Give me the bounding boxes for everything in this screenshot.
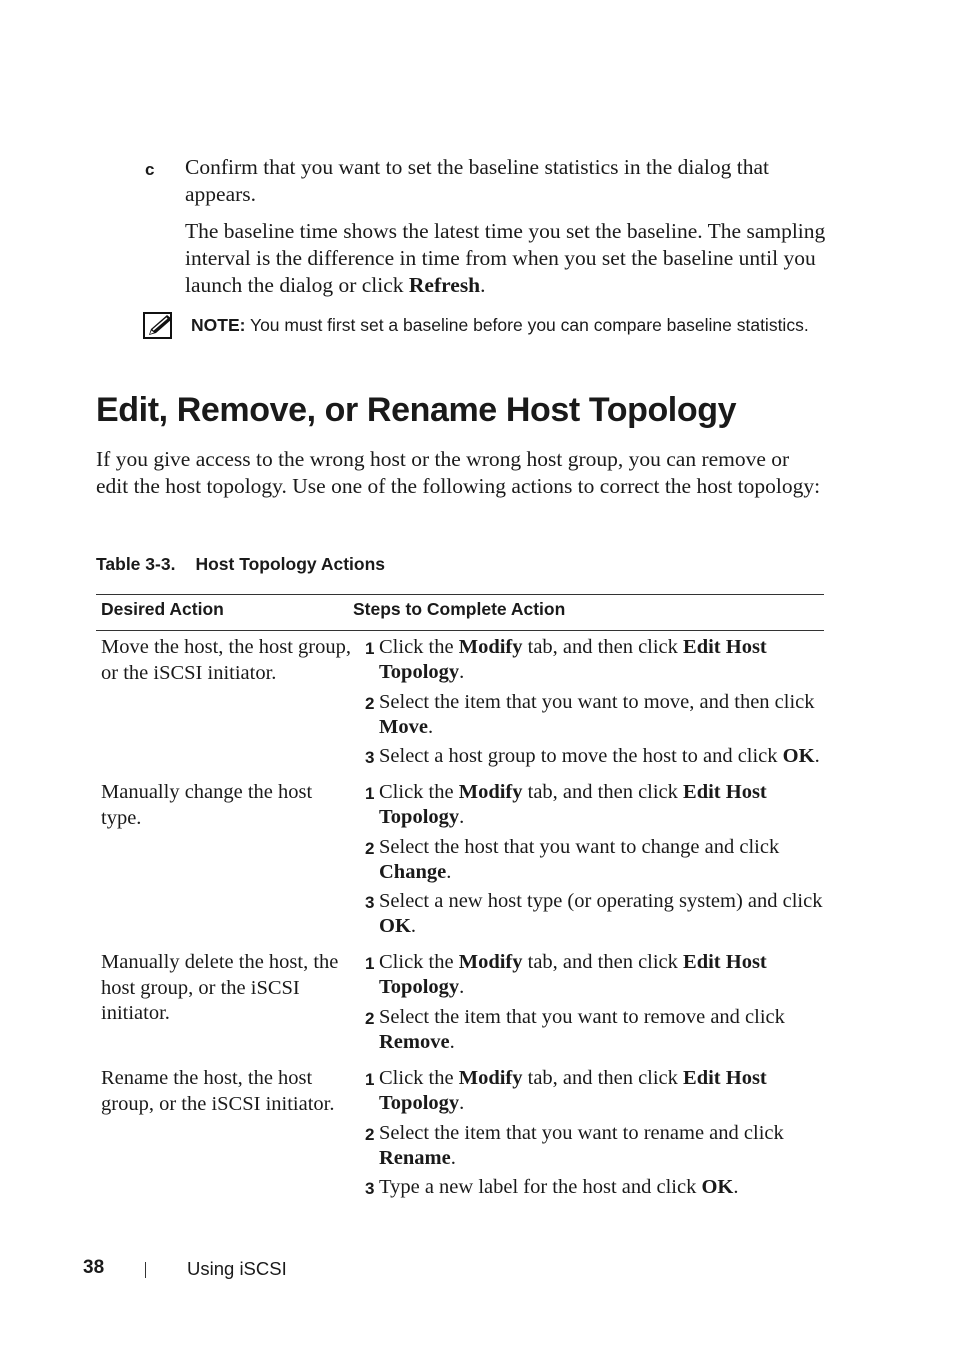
step-text: tab, and then click	[522, 1067, 684, 1089]
table-caption	[96, 554, 385, 575]
step-bold-term: Rename	[379, 1146, 451, 1169]
step-text: tab, and then click	[522, 781, 684, 803]
section-heading: Edit, Remove, or Rename Host Topology	[96, 391, 737, 429]
steps-cell	[353, 1066, 824, 1201]
step-number: 2	[365, 1124, 375, 1144]
step-bold-term: Change	[379, 860, 447, 883]
step-bold-term: Modify	[458, 781, 523, 803]
step-bold-term: OK	[782, 745, 815, 767]
step-text: .	[446, 860, 452, 883]
table-row	[96, 950, 824, 1055]
desired-action-cell: Move the host, the host group, or the iSCSI initiator.	[101, 636, 351, 684]
step-c-marker: c	[145, 160, 155, 179]
table-row	[96, 1066, 824, 1201]
step-text: .	[459, 976, 465, 998]
step-text: Click the	[379, 951, 459, 973]
note-label: NOTE:	[191, 315, 246, 335]
step-item	[365, 889, 824, 939]
steps-cell	[353, 635, 824, 770]
step-item	[365, 1066, 824, 1116]
step-bold-term: Move	[379, 715, 428, 738]
step-text: tab, and then click	[522, 951, 684, 973]
step-text: Select the item that you want to remove and click	[379, 1005, 785, 1028]
step-number: 2	[365, 693, 375, 713]
desired-action-cell: Rename the host, the host group, or the iSCSI initiator.	[101, 1067, 335, 1115]
step-item	[365, 835, 824, 885]
footer-divider	[145, 1262, 146, 1278]
step-text: .	[459, 806, 465, 828]
step-item	[365, 1005, 824, 1055]
steps-cell	[353, 950, 824, 1055]
step-bold-term: Modify	[458, 636, 523, 658]
baseline-end: .	[480, 273, 486, 297]
step-text: .	[814, 745, 820, 767]
desired-action-cell: Manually change the host type.	[101, 781, 313, 829]
step-bold-term: Edit Host Topology	[379, 1067, 767, 1114]
desired-action-cell: Manually delete the host, the host group, or the iSCSI initiator.	[101, 951, 339, 1024]
step-text: Select the host that you want to change and click	[379, 835, 780, 858]
section-intro: If you give access to the wrong host or the wrong host group, you can remove or edit the host topology. Use one of the following actions to correct the host topology:	[96, 447, 821, 498]
host-topology-table	[96, 594, 824, 1198]
step-text: Click the	[379, 1067, 459, 1089]
step-c-text: Confirm that you want to set the baseline statistics in the dialog that appears.	[185, 155, 769, 206]
step-number: 1	[365, 639, 375, 658]
refresh-term: Refresh	[408, 273, 481, 297]
step-text: Type a new label for the host and click	[379, 1176, 702, 1198]
step-text: Select a host group to move the host to and click	[379, 745, 783, 767]
step-bold-term: Modify	[458, 951, 523, 973]
step-text: .	[427, 715, 434, 738]
header-steps: Steps to Complete Action	[353, 599, 566, 619]
step-item	[365, 635, 824, 685]
step-item	[365, 780, 824, 830]
note-pencil-icon	[143, 312, 175, 340]
step-text: Click the	[379, 781, 459, 803]
table-row	[96, 635, 824, 770]
step-text: Select the item that you want to move, and then click	[379, 690, 815, 713]
step-text: Click the	[379, 636, 459, 658]
step-bold-term: Remove	[379, 1030, 450, 1053]
step-item	[365, 690, 824, 740]
step-number: 1	[365, 1070, 375, 1089]
table-header-row	[96, 595, 824, 631]
step-item	[365, 1175, 824, 1201]
table-row	[96, 780, 824, 939]
step-text: .	[410, 915, 417, 937]
baseline-text: The baseline time shows the latest time you set the baseline. The sampling interval is the difference in time from when you set the baseline until you launch the dialog or click	[185, 219, 826, 297]
step-text: Select the item that you want to rename and click	[379, 1121, 784, 1144]
step-number: 2	[365, 838, 375, 858]
step-bold-term: OK	[701, 1176, 734, 1198]
step-text: .	[449, 1030, 455, 1053]
step-bold-term: OK	[379, 915, 411, 937]
table-caption-title: Host Topology Actions	[195, 554, 386, 574]
step-text: Select a new host type (or operating system) and click	[379, 890, 823, 912]
step-item	[365, 950, 824, 1000]
step-number: 3	[365, 748, 375, 767]
note-text	[191, 313, 811, 337]
step-text: tab, and then click	[522, 636, 684, 658]
baseline-paragraph	[185, 218, 830, 299]
step-bold-term: Modify	[458, 1067, 523, 1089]
step-item	[365, 744, 824, 770]
step-number: 2	[365, 1008, 375, 1028]
steps-cell	[353, 780, 824, 939]
step-text: .	[733, 1176, 739, 1198]
table-caption-number: Table 3-3.	[96, 554, 176, 574]
header-desired-action: Desired Action	[101, 599, 224, 619]
step-number: 1	[365, 784, 375, 803]
step-bold-term: Edit Host Topology	[379, 781, 767, 828]
step-number: 3	[365, 893, 375, 912]
step-number: 3	[365, 1179, 375, 1198]
step-text: .	[459, 661, 465, 683]
page-number: 38	[83, 1257, 105, 1278]
step-text: .	[459, 1092, 465, 1114]
step-bold-term: Edit Host Topology	[379, 636, 767, 683]
step-text: .	[450, 1146, 456, 1169]
step-item	[365, 1121, 824, 1171]
note-body: You must first set a baseline before you can compare baseline statistics.	[245, 315, 809, 335]
step-bold-term: Edit Host Topology	[379, 951, 767, 998]
footer-section-name: Using iSCSI	[187, 1258, 287, 1279]
step-number: 1	[365, 954, 375, 973]
